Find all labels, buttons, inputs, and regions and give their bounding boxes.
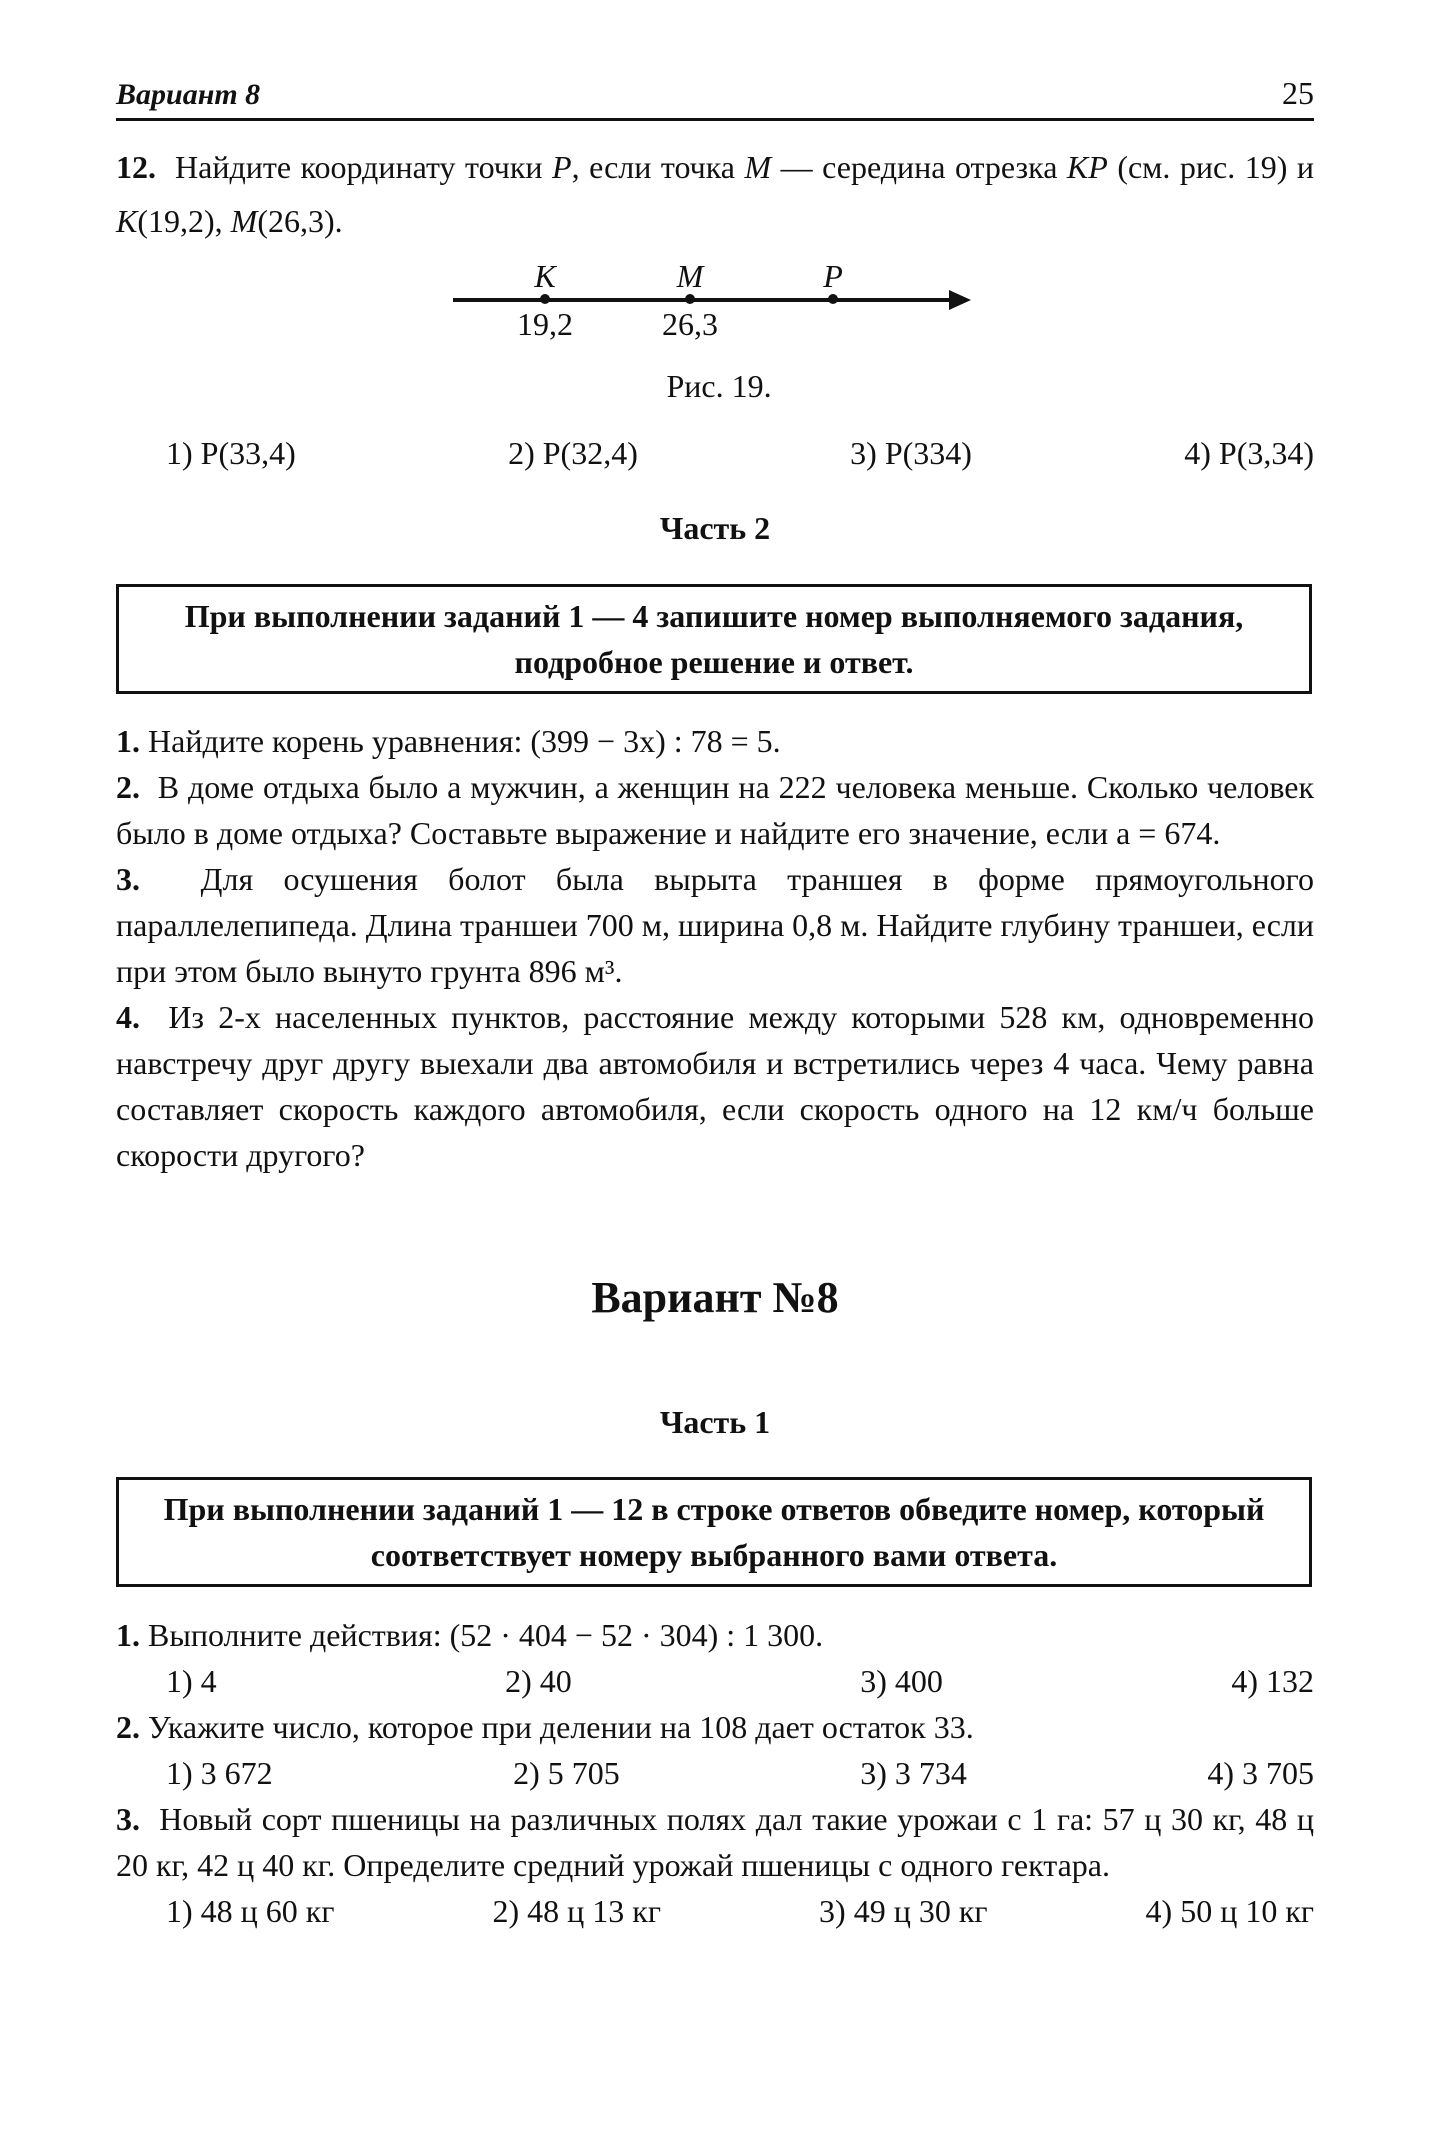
part2-title: Часть 2 — [659, 510, 771, 546]
option: 1) 48 ц 60 кг — [166, 1893, 335, 1929]
var-m: M — [744, 149, 772, 185]
option: 4) 3 705 — [1207, 1755, 1314, 1791]
task-number: 1. — [116, 723, 140, 759]
q12-text: Найдите координату точки — [175, 149, 553, 185]
q12-text: , если точка — [571, 149, 745, 185]
figure-caption: Рис. 19. — [666, 368, 772, 404]
point-p-dot — [828, 294, 838, 304]
number-line-figure — [453, 250, 983, 410]
q12-text: — середина отрезка — [771, 149, 1067, 185]
v-task-3-options — [116, 1888, 1314, 1934]
option: 1) 4 — [166, 1663, 217, 1699]
question-12 — [116, 140, 1314, 248]
option: 2) 48 ц 13 кг — [492, 1893, 661, 1929]
part1-title: Часть 1 — [659, 1404, 771, 1440]
k-coord: (19,2), — [137, 203, 231, 239]
part2-tasks — [116, 718, 1314, 1178]
part1-instruction-box: При выполнении заданий 1 — 12 в строке ответов обведите номер, который соответствует номеру выбранного вами ответа. — [116, 1477, 1312, 1587]
v-task-3 — [116, 1796, 1314, 1888]
part2-instruction-box: При выполнении заданий 1 — 4 запишите номер выполняемого задания, подробное решение и ответ. — [116, 584, 1312, 694]
task-text: Найдите корень уравнения: (399 − 3x) : 78 = 5. — [148, 723, 781, 759]
task-number: 1. — [116, 1617, 140, 1653]
point-k-label: K — [534, 258, 556, 294]
question-number: 12. — [116, 149, 156, 185]
point-k-value: 19,2 — [517, 306, 573, 342]
option: 4) P(3,34) — [1184, 435, 1314, 471]
option: 2) P(32,4) — [508, 435, 638, 471]
variant-title: Вариант №8 — [591, 1273, 839, 1322]
task-number: 3. — [116, 861, 140, 897]
v-task-1-options — [116, 1658, 1314, 1704]
q12-text: (см. рис. 19) и — [1107, 149, 1315, 185]
task-text: Из 2-х населенных пунктов, расстояние между которыми 528 км, одновременно навстречу друг другу выехали два автомобиля и встретились через 4 часа. Чему равна составляет скорость каждого автомобиля, если скорость одного на 12 км/ч больше скорости другого? — [116, 999, 1315, 1173]
option: 3) 3 734 — [860, 1755, 967, 1791]
point-m-label: M — [676, 258, 704, 294]
v-task-2 — [116, 1704, 1314, 1750]
task-text: Для осушения болот была вырыта траншея в форме прямоугольного параллелепипеда. Длина траншеи 700 м, ширина 0,8 м. Найдите глубину траншеи, если при этом было вынуто грунта 896 м³. — [116, 861, 1315, 989]
task-text: Укажите число, которое при делении на 108 дает остаток 33. — [148, 1709, 974, 1745]
point-k-dot — [540, 294, 550, 304]
task-1 — [116, 718, 1314, 764]
option: 3) P(334) — [850, 435, 972, 471]
task-text: В доме отдыха было a мужчин, а женщин на 222 человека меньше. Сколько человек было в доме отдыха? Составьте выражение и найдите его значение, если a = 674. — [116, 769, 1315, 851]
arrow-icon — [949, 290, 971, 310]
task-2 — [116, 764, 1314, 856]
v-task-2-options — [116, 1750, 1314, 1796]
point-m-dot — [685, 294, 695, 304]
var-p: P — [552, 149, 572, 185]
option: 1) 3 672 — [166, 1755, 273, 1791]
option: 4) 132 — [1231, 1663, 1314, 1699]
m-coord: (26,3). — [257, 203, 343, 239]
option: 3) 400 — [860, 1663, 943, 1699]
running-head — [116, 68, 1314, 121]
point-m-value: 26,3 — [662, 306, 718, 342]
point-p-label: P — [823, 258, 843, 294]
q12-options — [166, 435, 1314, 472]
var-m: M — [230, 203, 258, 239]
var-k: K — [116, 203, 138, 239]
task-text: Выполните действия: (52 · 404 − 52 · 304) : 1 300. — [148, 1617, 824, 1653]
task-text: Новый сорт пшеницы на различных полях дал такие урожаи с 1 га: 57 ц 30 кг, 48 ц 20 кг, 42 ц 40 кг. Определите средний урожай пшеницы с одного гектара. — [116, 1801, 1315, 1883]
part1-tasks — [116, 1612, 1314, 1934]
page-number: 25 — [1282, 75, 1314, 111]
running-head-title: Вариант 8 — [116, 78, 261, 111]
option: 2) 5 705 — [513, 1755, 620, 1791]
var-kp: KP — [1066, 149, 1108, 185]
v-task-1 — [116, 1612, 1314, 1658]
task-number: 3. — [116, 1801, 140, 1837]
task-number: 4. — [116, 999, 140, 1035]
task-number: 2. — [116, 769, 140, 805]
task-number: 2. — [116, 1709, 140, 1745]
option: 1) P(33,4) — [166, 435, 296, 471]
task-4 — [116, 994, 1314, 1178]
option: 2) 40 — [505, 1663, 572, 1699]
option: 3) 49 ц 30 кг — [819, 1893, 988, 1929]
option: 4) 50 ц 10 кг — [1145, 1893, 1314, 1929]
task-3 — [116, 856, 1314, 994]
number-line-axis — [453, 298, 953, 302]
